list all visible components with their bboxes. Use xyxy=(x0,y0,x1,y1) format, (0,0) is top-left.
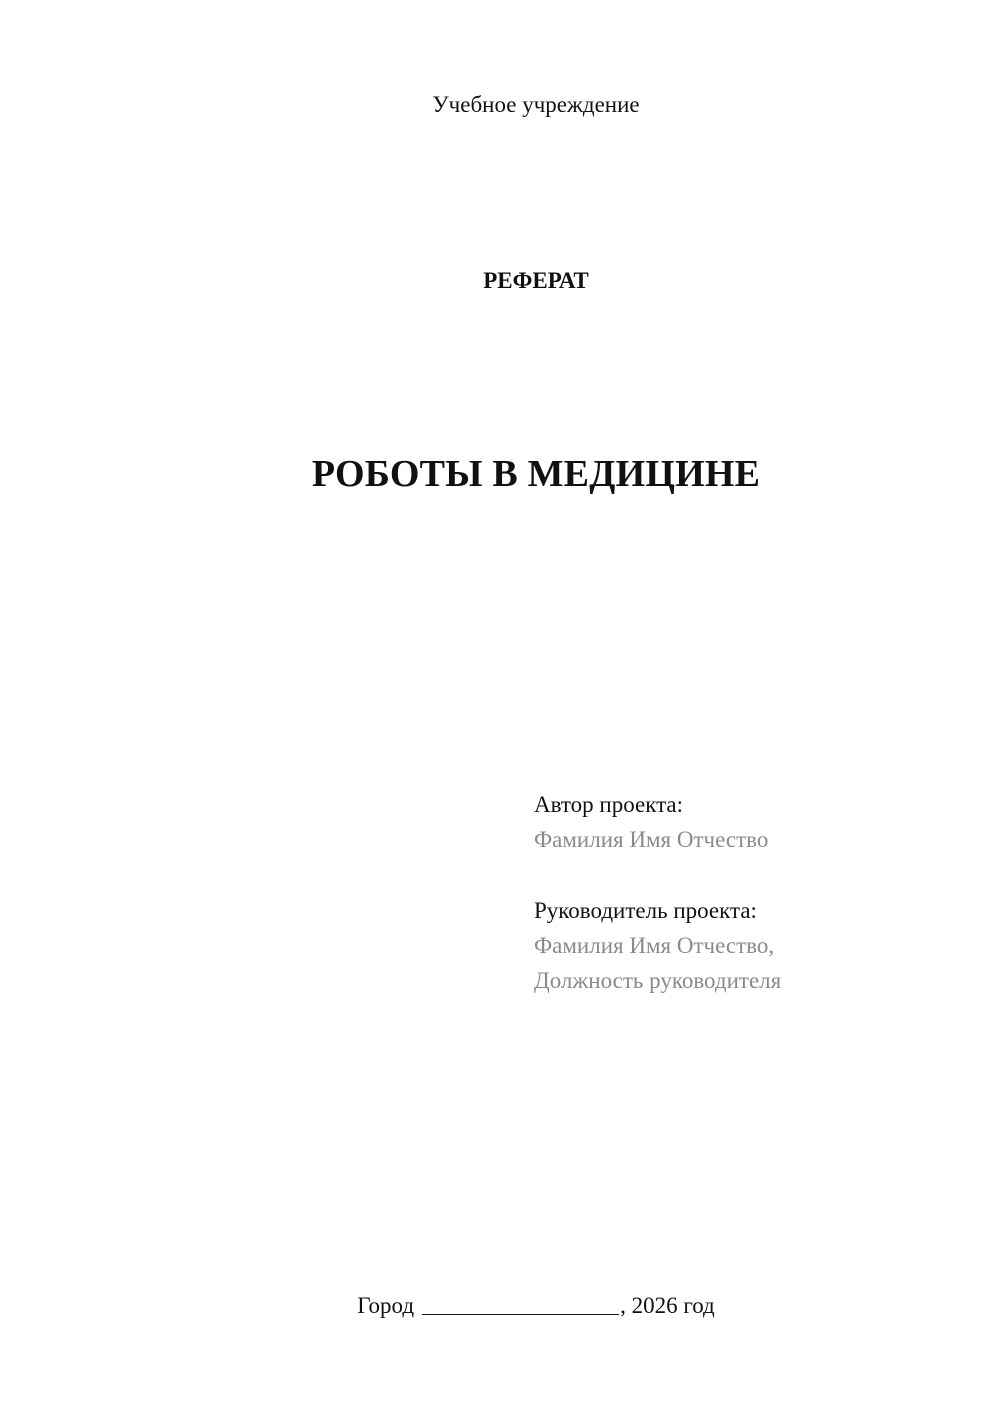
author-label: Автор проекта: xyxy=(534,792,683,817)
city-label: Город xyxy=(357,1293,415,1318)
year-text: , 2026 год xyxy=(620,1293,715,1318)
supervisor-name: Фамилия Имя Отчество, xyxy=(534,933,775,958)
author-name: Фамилия Имя Отчество xyxy=(534,827,769,852)
document-type: РЕФЕРАТ xyxy=(483,268,589,293)
city-year-line xyxy=(0,1290,1000,1321)
document-title: РОБОТЫ В МЕДИЦИНЕ xyxy=(311,453,761,495)
supervisor-label: Руководитель проекта: xyxy=(534,898,757,923)
credits-block xyxy=(534,787,974,998)
credits-spacer xyxy=(534,857,974,893)
supervisor-position: Должность руководителя xyxy=(534,968,782,993)
institution-name: Учебное учреждение xyxy=(432,92,640,117)
city-blank-line xyxy=(422,1292,619,1315)
